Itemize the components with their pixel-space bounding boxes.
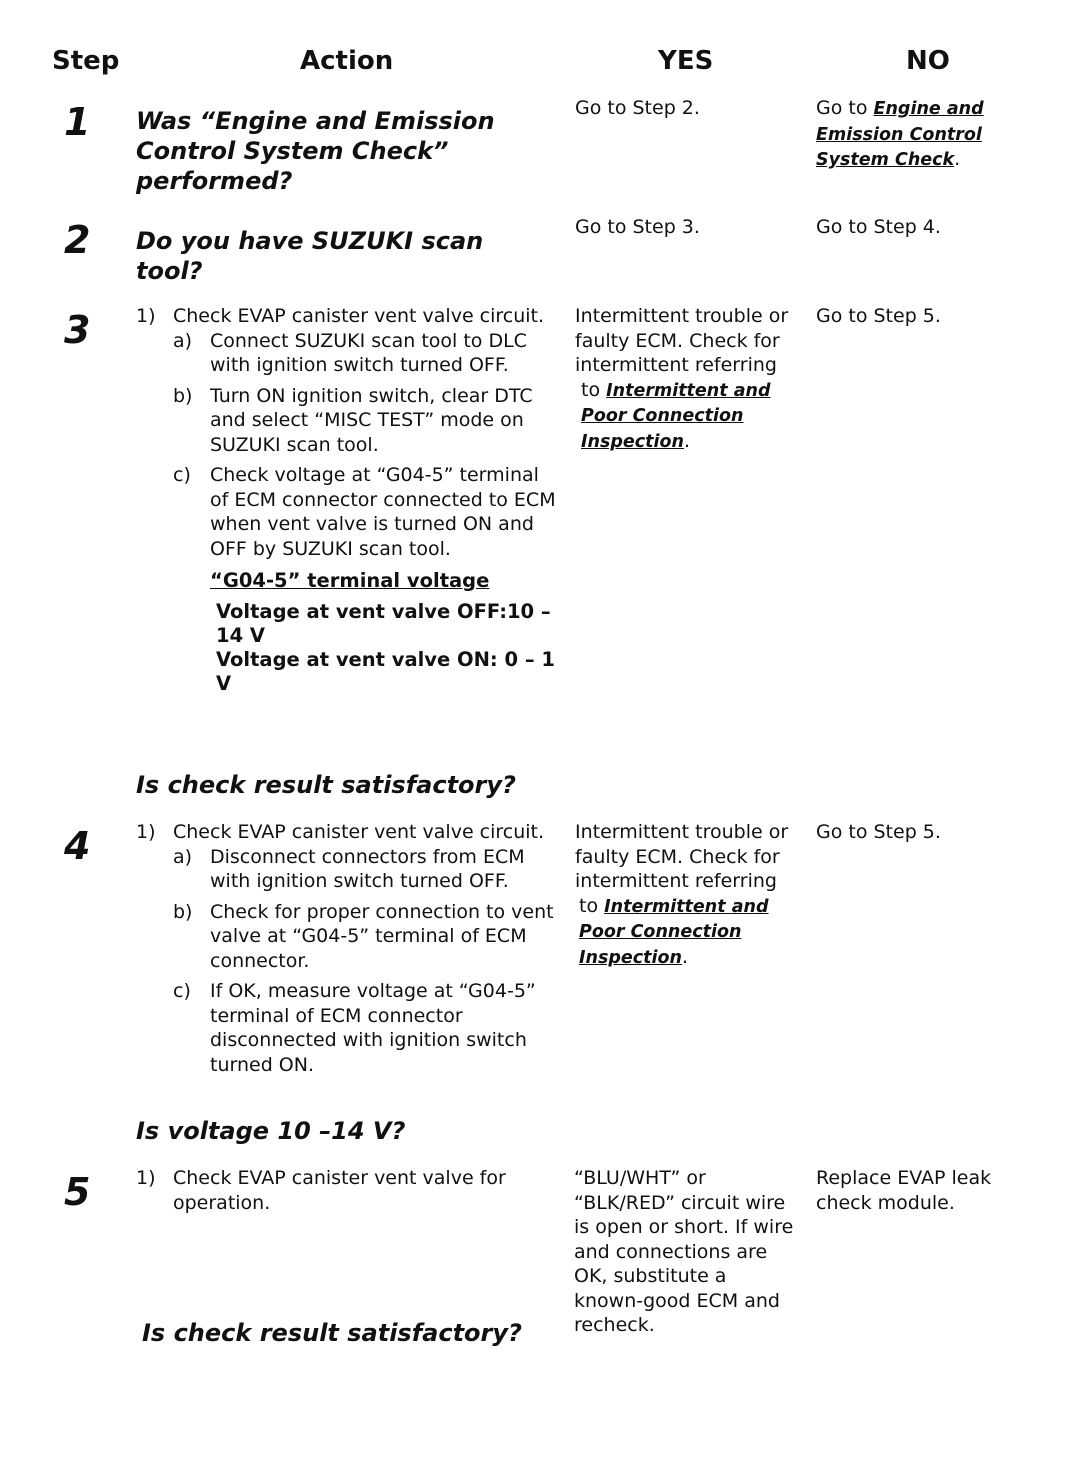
step-5-item-1-num: 1) [136, 1167, 156, 1189]
step-4-no: Go to Step 5. [816, 821, 941, 843]
step-4-sub-b-num: b) [173, 900, 193, 923]
step-5-action [136, 1166, 556, 1215]
step-5-yes: “BLU/WHT” or “BLK/RED” circuit wire is open or short. If wire and connections are OK, substitute a known-good ECM and recheck. [574, 1167, 794, 1336]
step-3-sub-b [136, 384, 556, 458]
step-4-sub-b-text: Check for proper connection to vent valve at “G04-5” terminal of ECM connector. [210, 900, 554, 972]
step-3-question: Is check result satisfactory? [136, 771, 516, 799]
step-3-sub-c-num: c) [173, 464, 191, 486]
step-1-no-suffix: . [954, 148, 961, 170]
step-3-sub-b-text: Turn ON ignition switch, clear DTC and select “MISC TEST” mode on SUZUKI scan tool. [210, 384, 533, 456]
step-1-no-prefix: Go to [816, 97, 874, 119]
step-3-sub-a-num: a) [173, 329, 193, 352]
step-4-yes-text: Intermittent trouble or faulty ECM. Check for intermittent referring [575, 821, 789, 892]
step-3-sub-b-num: b) [173, 384, 193, 407]
step-4-sub-a-text: Disconnect connectors from ECM with ignition switch turned OFF. [210, 845, 525, 892]
step-3-action [136, 304, 556, 696]
step-4-yes-suffix: . [682, 945, 689, 968]
step-3-spec-on: Voltage at vent valve ON: 0 – 1 V [216, 648, 555, 695]
step-number-3: 3 [64, 308, 91, 352]
step-4-sub-c-num: c) [173, 980, 191, 1002]
step-2-yes: Go to Step 3. [575, 216, 700, 238]
step-4-item-1 [136, 820, 556, 845]
step-4-sub-a-num: a) [173, 845, 193, 868]
step-4-item-1-num: 1) [136, 821, 156, 843]
step-3-yes-link[interactable]: Intermittent and Poor Connection Inspection [581, 380, 771, 452]
step-number-2: 2 [64, 218, 91, 262]
step-1-no [816, 96, 1016, 173]
step-3-item-1-num: 1) [136, 305, 156, 327]
step-4-sub-c [136, 979, 556, 1077]
step-5-item-1 [136, 1166, 556, 1215]
step-1-yes: Go to Step 2. [575, 97, 700, 119]
header-no: NO [906, 46, 950, 76]
step-2-question: Do you have SUZUKI scan tool? [136, 227, 484, 285]
step-4-action [136, 820, 556, 1077]
header-step: Step [52, 46, 120, 76]
step-3-spec-off: Voltage at vent valve OFF:10 – 14 V [216, 600, 551, 647]
step-4-sub-b [136, 900, 556, 974]
header-action: Action [300, 46, 394, 76]
step-4-yes-to: to [579, 894, 605, 917]
step-number-4: 4 [64, 824, 91, 868]
step-4-yes [575, 820, 795, 970]
step-5-item-1-text: Check EVAP canister vent valve for operation. [173, 1167, 506, 1214]
step-number-5: 5 [64, 1170, 91, 1214]
step-3-sub-a [136, 329, 556, 378]
step-3-yes-suffix: . [684, 429, 691, 452]
step-3-yes-to: to [581, 378, 607, 401]
step-5-no: Replace EVAP leak check module. [816, 1167, 992, 1214]
step-4-question: Is voltage 10 –14 V? [136, 1117, 406, 1145]
step-3-sub-c [136, 463, 556, 561]
step-3-item-1-text: Check EVAP canister vent valve circuit. [173, 305, 545, 327]
step-3-sub-a-text: Connect SUZUKI scan tool to DLC with ignition switch turned OFF. [210, 329, 527, 376]
step-3-sub-c-text: Check voltage at “G04-5” terminal of ECM connector connected to ECM when vent valve is turned ON and OFF by SUZUKI scan tool. [210, 464, 556, 560]
step-4-sub-c-text: If OK, measure voltage at “G04-5” terminal of ECM connector disconnected with ignition switch turned ON. [210, 980, 536, 1076]
step-3-yes-text: Intermittent trouble or faulty ECM. Check for intermittent referring [575, 305, 789, 376]
header-yes: YES [658, 46, 714, 76]
step-4-yes-link[interactable]: Intermittent and Poor Connection Inspection [579, 896, 769, 968]
step-5-question: Is check result satisfactory? [142, 1319, 522, 1347]
step-3-spec-title: “G04-5” terminal voltage [210, 569, 490, 592]
step-4-yes-ref [575, 894, 795, 971]
step-1-question: Was “Engine and Emission Control System Check” performed? [136, 107, 495, 195]
step-3-item-1 [136, 304, 556, 329]
step-4-sub-a [136, 845, 556, 894]
step-1-no-link[interactable]: Engine and Emission Control System Check [816, 99, 984, 170]
step-3-yes [575, 304, 795, 454]
step-number-1: 1 [64, 100, 91, 144]
step-2-no: Go to Step 4. [816, 216, 941, 238]
step-3-no: Go to Step 5. [816, 305, 941, 327]
step-3-yes-ref [575, 378, 795, 455]
step-4-item-1-text: Check EVAP canister vent valve circuit. [173, 821, 545, 843]
